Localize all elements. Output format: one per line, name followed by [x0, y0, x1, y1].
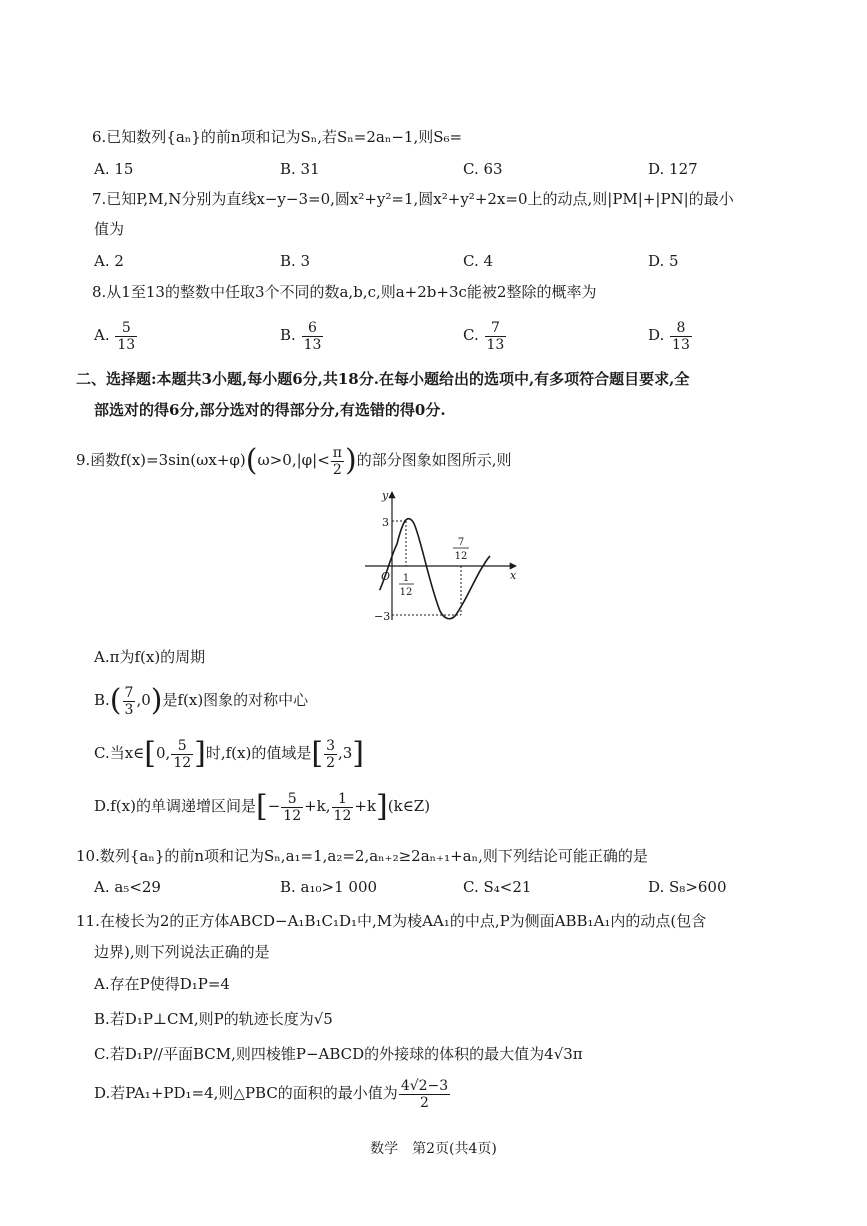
q9-option-b-tail: ,0 [136, 691, 151, 709]
x1-den: 12 [399, 587, 413, 598]
q8-option-d [648, 315, 693, 355]
q8-option-b [280, 315, 324, 355]
q9-option-d-pre: D.f(x)的单调递增区间是 [94, 797, 256, 815]
q10-option-b: B. a₁₀>1 000 [280, 878, 378, 896]
q8-option-b-num: 6 [302, 320, 324, 337]
q8-option-d-num: 8 [670, 320, 692, 337]
q9-option-b-text: 是f(x)图象的对称中心 [162, 691, 309, 709]
q11-option-d-den: 2 [420, 1094, 429, 1111]
q8-option-b-fraction [302, 320, 324, 353]
q11-option-d-pre: D.若PA₁+PD₁=4,则△PBC的面积的最小值为 [94, 1084, 398, 1102]
q10-stem: 10.数列{aₙ}的前n项和记为Sₙ,a₁=1,a₂=2,aₙ₊₂≥2aₙ₊₁+aₙ,则下列结论可能正确的是 [76, 847, 648, 865]
q8-option-b-den: 13 [303, 336, 322, 353]
section2-line1: 二、选择题:本题共3小题,每小题6分,共18分.在每小题给出的选项中,有多项符合题目要求,全 [76, 370, 690, 388]
x2-num: 7 [457, 537, 465, 548]
q8-option-d-letter: D. [648, 326, 665, 344]
q9-option-b-fraction [123, 685, 136, 718]
q9-condition-num: π [332, 444, 342, 461]
q10-option-d: D. S₈>600 [648, 878, 727, 896]
y-min-label: −3 [374, 610, 391, 623]
q9-option-d-num2: 1 [332, 791, 354, 808]
section2-line2: 部选对的得6分,部分选对的得部分分,有选错的得0分. [94, 401, 446, 419]
q11-option-d-num: 4√2−3 [400, 1077, 449, 1094]
q7-option-b: B. 3 [280, 252, 311, 270]
q9-option-d-neg: − [267, 797, 281, 815]
q9-option-b-num: 7 [124, 684, 134, 701]
q11-option-c: C.若D₁P//平面BCM,则四棱锥P−ABCD的外接球的体积的最大值为4√3π [94, 1045, 583, 1063]
y-max-label: 3 [382, 516, 389, 529]
q8-option-a [94, 315, 138, 355]
q8-option-a-num: 5 [115, 320, 137, 337]
q9-option-d-fraction2 [332, 791, 354, 824]
q9-condition-fraction [331, 445, 344, 478]
q6-option-a: A. 15 [94, 160, 134, 178]
q8-option-c-den: 13 [486, 336, 505, 353]
q11-option-d-fraction [399, 1078, 450, 1111]
q8-option-d-fraction [670, 320, 692, 353]
q8-option-d-den: 13 [672, 336, 690, 353]
q11-stem-line2: 边界),则下列说法正确的是 [94, 943, 270, 961]
q9-option-d-k2: +k [354, 797, 377, 815]
q9-option-c-fraction1 [171, 738, 193, 771]
q10-option-a: A. a₅<29 [94, 878, 161, 896]
q8-option-c [463, 315, 507, 355]
q9-option-c-tail: ,3 [337, 744, 353, 762]
q9-option-b-letter: B. [94, 691, 110, 709]
q9-option-d-den2: 12 [333, 807, 352, 824]
q9-option-c: C.当x∈[0, $\frac{5}{12}$ ]时,f(x)的值域是[ $\frac{3}{2}$ ,3] [94, 736, 365, 771]
q9-option-c-mid: 时,f(x)的值域是 [205, 744, 312, 762]
sine-curve [380, 519, 490, 619]
q9-option-d: D.f(x)的单调递增区间是[− $\frac{5}{12}$ +k, $\frac{1}{12}$ +k](k∈Z) [94, 789, 431, 824]
origin-label: O [381, 570, 391, 583]
q9-option-c-num1: 5 [171, 738, 193, 755]
x-axis-label: x [510, 569, 517, 582]
q9-option-b-den: 3 [124, 701, 134, 718]
q7-stem-line1: 7.已知P,M,N分别为直线x−y−3=0,圆x²+y²=1,圆x²+y²+2x=0上的动点,则|PM|+|PN|的最小 [92, 190, 734, 208]
q9-option-c-lo: 0, [156, 744, 171, 762]
x1-num: 1 [402, 573, 410, 584]
y-axis-label: y [382, 489, 389, 502]
q9-option-c-fraction2 [324, 738, 337, 771]
page-footer: 数学 第2页(共4页) [370, 1141, 497, 1157]
q6-option-c: C. 63 [463, 160, 503, 178]
q9-option-d-num1: 5 [281, 791, 303, 808]
q9-stem-post: 的部分图象如图所示,则 [356, 451, 512, 469]
q9-sine-graph [360, 486, 530, 626]
q9-option-c-num2: 3 [326, 737, 335, 754]
q9-option-c-den2: 2 [326, 754, 335, 771]
q8-option-b-letter: B. [280, 326, 296, 344]
q9-option-d-den1: 12 [283, 807, 302, 824]
q9-option-c-den1: 12 [173, 754, 192, 771]
q9-option-d-fraction1 [281, 791, 303, 824]
q9-option-b: B.( $\frac{7}{3}$ ,0)是f(x)图象的对称中心 [94, 683, 309, 718]
q11-stem-line1: 11.在棱长为2的正方体ABCD−A₁B₁C₁D₁中,M为棱AA₁的中点,P为侧面ABB₁A₁内的动点(包含 [76, 912, 707, 930]
q8-option-a-fraction [115, 320, 137, 353]
q9-option-a: A.π为f(x)的周期 [94, 648, 206, 666]
q8-option-a-letter: A. [94, 326, 110, 344]
q7-option-a: A. 2 [94, 252, 124, 270]
q6-option-b: B. 31 [280, 160, 320, 178]
q7-stem-line2: 值为 [94, 220, 125, 238]
q9-condition-den: 2 [332, 461, 342, 478]
q9-stem: 9.函数f(x)=3sin(ωx+φ)(ω>0,|φ|< $\frac{\pi}{2}$ )的部分图象如图所示,则 [76, 443, 512, 478]
q9-condition-pre: ω>0,|φ|< [257, 451, 330, 469]
q6-stem: 6.已知数列{aₙ}的前n项和记为Sₙ,若Sₙ=2aₙ−1,则S₆= [92, 128, 463, 146]
q8-option-c-fraction [485, 320, 507, 353]
q9-option-d-k1: +k, [304, 797, 331, 815]
x2-den: 12 [454, 551, 468, 562]
q8-option-a-den: 13 [117, 336, 136, 353]
q9-stem-pre: 9.函数f(x)=3sin(ωx+φ) [76, 451, 246, 469]
q6-option-d: D. 127 [648, 160, 698, 178]
q8-option-c-letter: C. [463, 326, 479, 344]
q8-stem: 8.从1至13的整数中任取3个不同的数a,b,c,则a+2b+3c能被2整除的概率为 [92, 283, 597, 301]
q11-option-b: B.若D₁P⊥CM,则P的轨迹长度为√5 [94, 1010, 333, 1028]
q11-option-d [94, 1073, 451, 1113]
q10-option-c: C. S₄<21 [463, 878, 532, 896]
q7-option-d: D. 5 [648, 252, 679, 270]
q11-option-a: A.存在P使得D₁P=4 [94, 975, 230, 993]
q7-option-c: C. 4 [463, 252, 494, 270]
q8-option-c-num: 7 [485, 320, 507, 337]
q9-option-c-pre: C.当x∈ [94, 744, 145, 762]
q9-option-d-post: (k∈Z) [387, 797, 431, 815]
